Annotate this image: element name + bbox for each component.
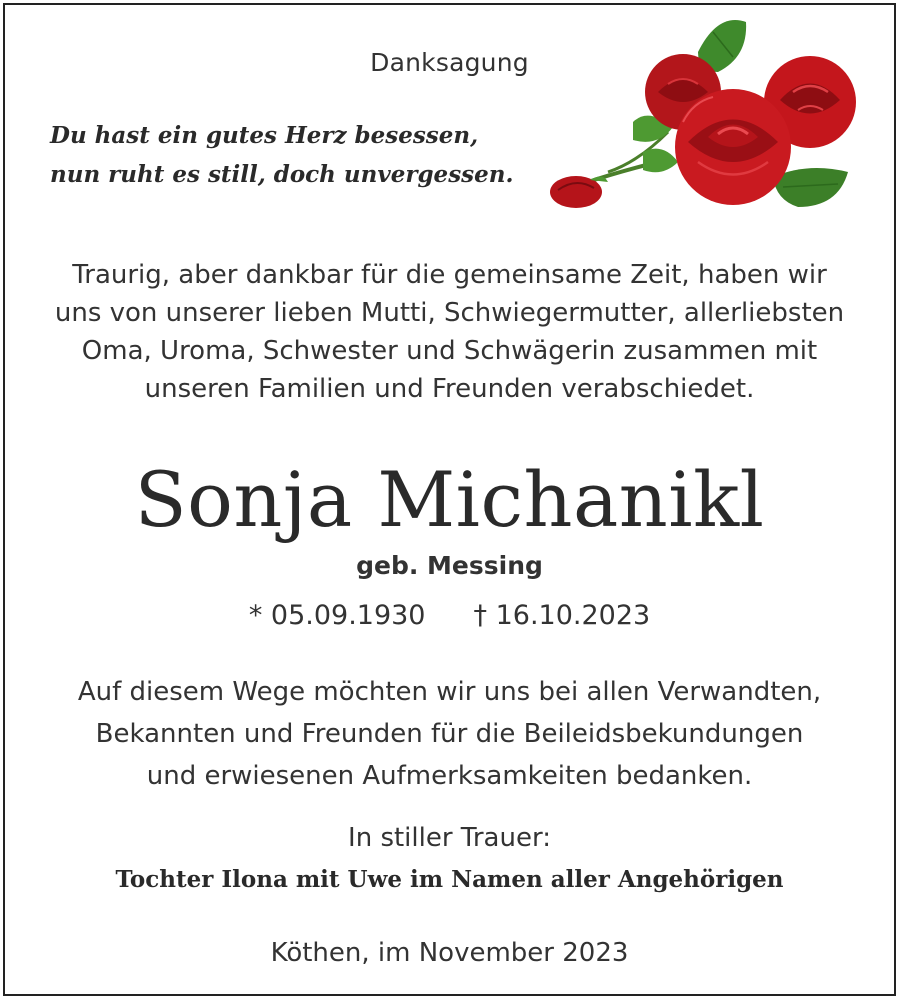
maiden-name: geb. Messing: [356, 551, 543, 580]
thanks-line: Auf diesem Wege möchten wir uns bei allen Verwandten,: [77, 677, 822, 707]
thanks-line: und erwiesenen Aufmerksamkeiten bedanken.: [146, 761, 753, 791]
notice-heading: Danksagung: [370, 48, 529, 77]
place-and-date: Köthen, im November 2023: [270, 938, 629, 968]
roses-image: [548, 12, 862, 212]
intro-line: Traurig, aber dankbar für die gemeinsame Zeit, haben wir: [72, 260, 827, 290]
thanks-paragraph: [0, 671, 899, 797]
verse-line: nun ruht es still, doch unvergessen.: [50, 161, 514, 188]
intro-paragraph: [0, 256, 899, 408]
death-date: † 16.10.2023: [473, 600, 651, 631]
mourners-line: Tochter Ilona mit Uwe im Namen aller Angehörigen: [115, 866, 784, 893]
deceased-name: Sonja Michanikl: [134, 455, 765, 544]
intro-line: uns von unserer lieben Mutti, Schwiegermutter, allerliebsten: [54, 298, 845, 328]
mourning-label: In stiller Trauer:: [348, 823, 551, 853]
life-dates: [0, 600, 899, 631]
intro-line: unseren Familien und Freunden verabschiedet.: [144, 374, 755, 404]
verse-line: Du hast ein gutes Herz besessen,: [50, 122, 479, 149]
thanks-line: Bekannten und Freunden für die Beileidsbekundungen: [95, 719, 804, 749]
memorial-verse: [50, 116, 513, 194]
intro-line: Oma, Uroma, Schwester und Schwägerin zusammen mit: [81, 336, 818, 366]
birth-date: * 05.09.1930: [248, 600, 426, 631]
